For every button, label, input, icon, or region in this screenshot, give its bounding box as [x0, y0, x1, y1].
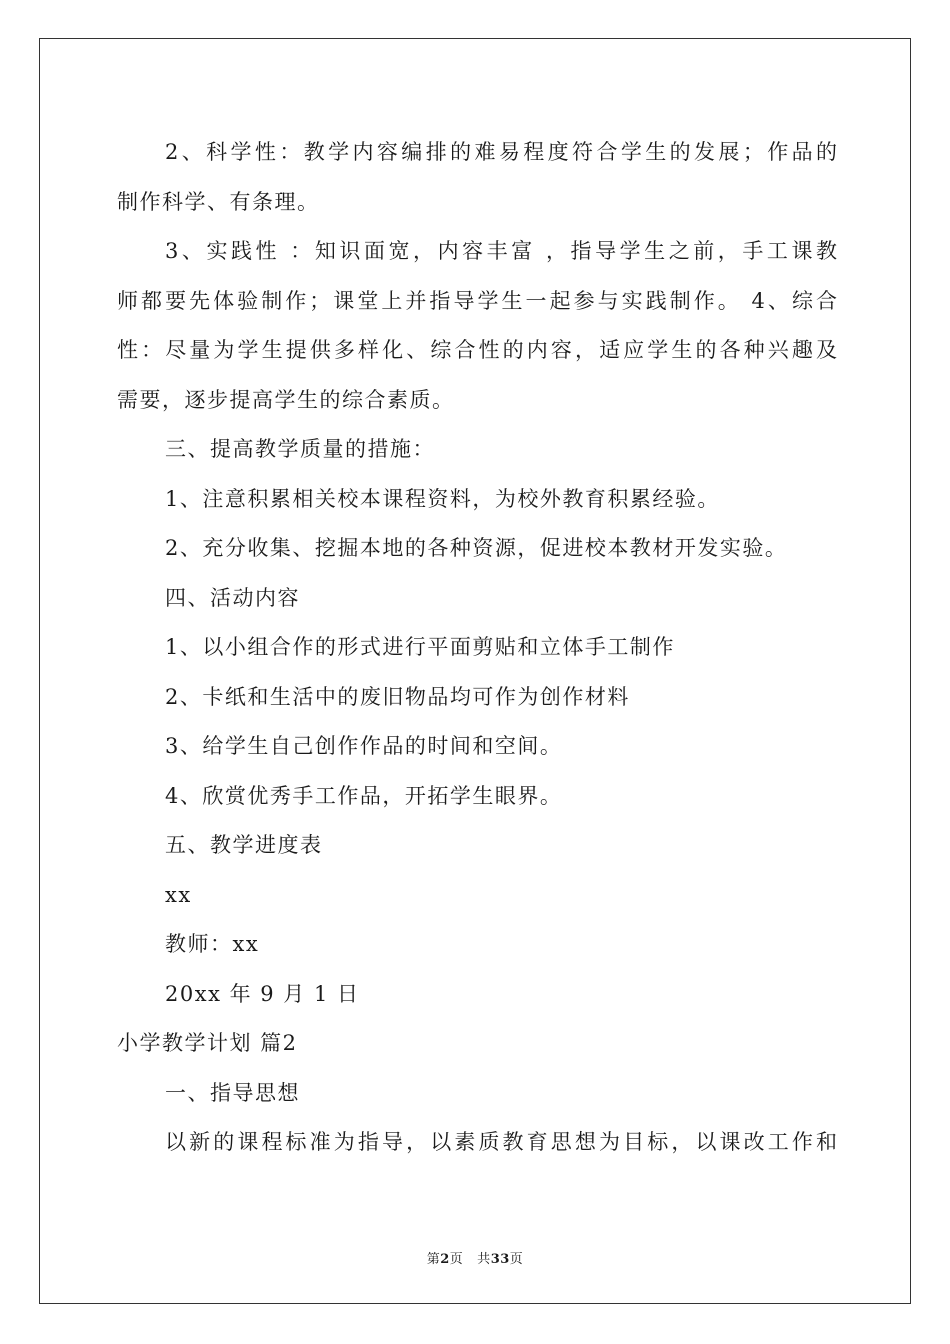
plan-title: 小学教学计划 篇2 — [117, 1031, 298, 1055]
total-prefix: 共 — [477, 1252, 491, 1267]
page-prefix: 第 — [426, 1252, 441, 1267]
text-line: 性：尽量为学生提供多样化、综合性的内容，适应学生的各种兴趣及 — [117, 338, 837, 362]
text-line: 1、以小组合作的形式进行平面剪贴和立体手工制作 — [165, 635, 675, 659]
section-heading: 一、指导思想 — [165, 1080, 300, 1105]
text-line: xx — [165, 882, 192, 907]
text-line: 制作科学、有条理。 — [117, 189, 320, 214]
text-line: 2、科学性：教学内容编排的难易程度符合学生的发展；作品的 — [165, 140, 837, 164]
total-pages: 33 — [490, 1252, 510, 1267]
text-line: 以新的课程标准为指导，以素质教育思想为目标，以课改工作和 — [165, 1130, 837, 1154]
page-footer — [0, 1248, 950, 1267]
section-heading: 五、教学进度表 — [165, 833, 323, 857]
page-suffix: 页 — [449, 1252, 464, 1267]
section-heading: 四、活动内容 — [165, 585, 300, 610]
document-body — [117, 128, 837, 1168]
section-heading: 三、提高教学质量的措施： — [165, 437, 435, 461]
text-line: 3、实践性 ：知识面宽，内容丰富 ，指导学生之前，手工课教 — [165, 239, 837, 263]
date-line: 20xx 年 9 月 1 日 — [165, 981, 360, 1006]
text-line: 2、充分收集、挖掘本地的各种资源，促进校本教材开发实验。 — [165, 536, 788, 560]
text-line: 需要，逐步提高学生的综合素质。 — [117, 387, 455, 412]
teacher-line: 教师：xx — [165, 932, 260, 956]
page-number: 2 — [440, 1252, 450, 1267]
text-line: 1、注意积累相关校本课程资料，为校外教育积累经验。 — [165, 486, 720, 511]
text-line: 2、卡纸和生活中的废旧物品均可作为创作材料 — [165, 684, 630, 709]
total-suffix: 页 — [509, 1252, 524, 1267]
text-line: 师都要先体验制作；课堂上并指导学生一起参与实践制作。 4、综合 — [117, 288, 837, 313]
text-line: 4、欣赏优秀手工作品，开拓学生眼界。 — [165, 783, 563, 808]
text-line: 3、给学生自己创作作品的时间和空间。 — [165, 734, 563, 758]
